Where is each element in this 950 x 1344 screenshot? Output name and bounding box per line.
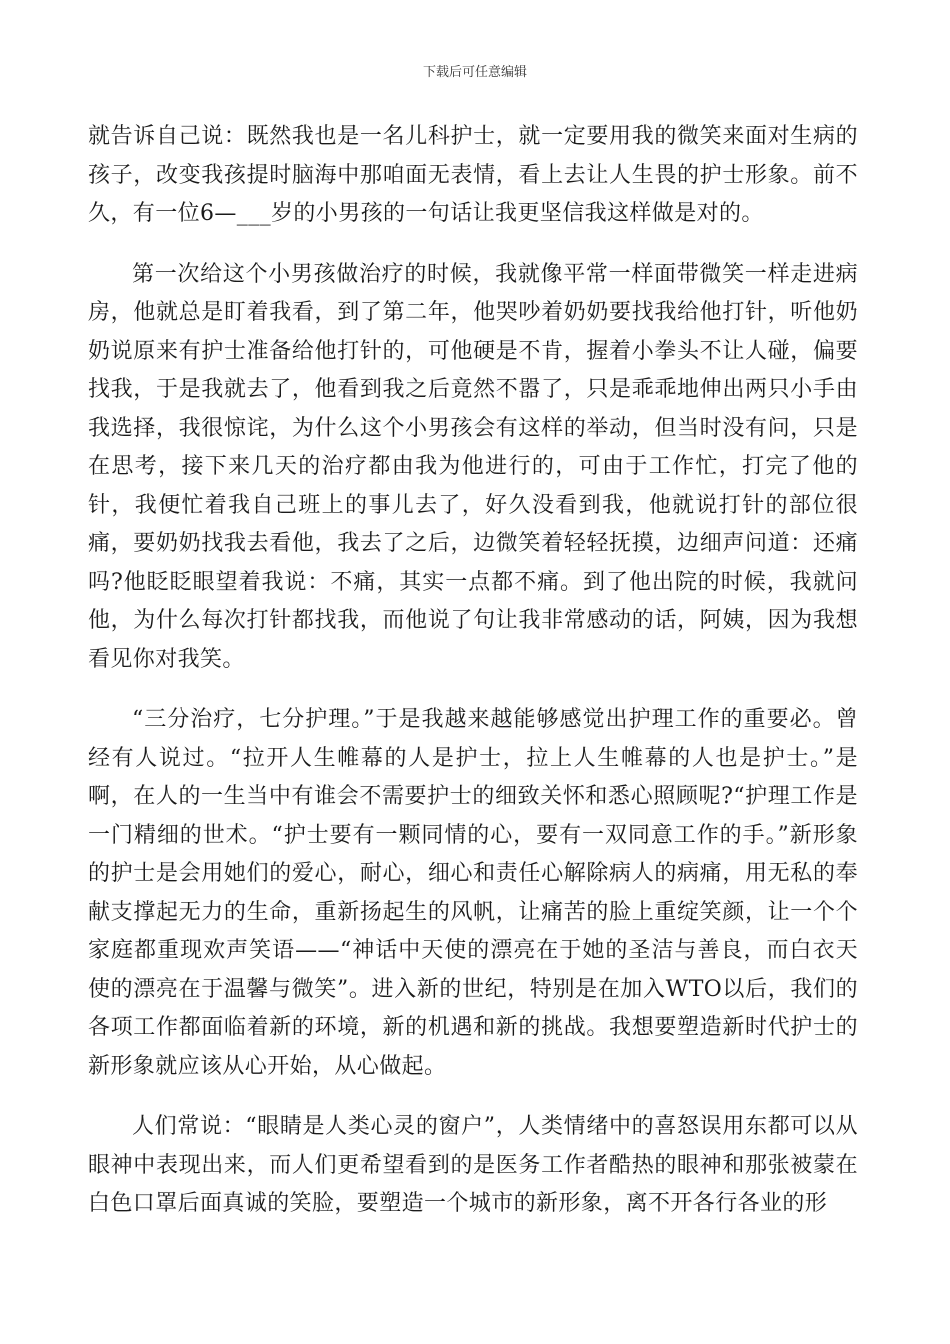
paragraph-4: 人们常说：“眼睛是人类心灵的窗户”，人类情绪中的喜怒误用东都可以从眼神中表现出来，而人们更希望看到的是医务工作者酷热的眼神和那张被蒙在白色口罩后面真诚的笑脸，要塑造一个城市的新形象，离不开各行各业的形 bbox=[88, 1114, 858, 1216]
paragraph-1: 就告诉自己说：既然我也是一名儿科护士，就一定要用我的微笑来面对生病的孩子，改变我孩提时脑海中那咱面无表情，看上去让人生畏的护士形象。前不久，有一位6—___岁的小男孩的一句话让我更坚信我这样做是对的。 bbox=[88, 124, 858, 226]
page-header: 下载后可任意编辑 bbox=[422, 65, 527, 80]
paragraph-2: 第一次给这个小男孩做治疗的时候，我就像平常一样面带微笑一样走进病房，他就总是盯着我看，到了第二年，他哭吵着奶奶要找我给他打针，听他奶奶说原来有护士准备给他打针的，可他硬是不肯，握着小拳头不让人碰，偏要找我，于是我就去了，他看到我之后竟然不嚣了，只是乖乖地伸出两只小手由我选择，我很惊诧，为什么这个小男孩会有这样的举动，但当时没有问，只是在思考，接下来几天的治疗都由我为他进行的，可由于工作忙，打完了他的针，我便忙着我自己班上的事儿去了，好久没看到我，他就说打针的部位很痛，要奶奶找我去看他，我去了之后，边微笑着轻轻抚摸，边细声问道：还痛吗?他眨眨眼望着我说：不痛，其实一点都不痛。到了他出院的时候，我就问他，为什么每次打针都找我，而他说了句让我非常感动的话，阿姨，因为我想看见你对我笑。 bbox=[88, 261, 858, 672]
document-body bbox=[88, 118, 858, 1246]
paragraph-3: “三分治疗，七分护理。”于是我越来越能够感觉出护理工作的重要必。曾经有人说过。“拉开人生帷幕的人是护士，拉上人生帷幕的人也是护士。”是啊，在人的一生当中有谁会不需要护士的细致关怀和悉心照顾呢?“护理工作是一门精细的世术。“护士要有一颗同情的心，要有一双同意工作的手。”新形象的护士是会用她们的爱心，耐心，细心和责任心解除病人的病痛，用无私的奉献支撑起无力的生命，重新扬起生的风帆，让痛苦的脸上重绽笑颜，让一个个家庭都重现欢声笑语——“神话中天使的漂亮在于她的圣洁与善良，而白衣天使的漂亮在于温馨与微笑”。进入新的世纪，特别是在加入WTO以后，我们的各项工作都面临着新的环境，新的机遇和新的挑战。我想要塑造新时代护士的新形象就应该从心开始，从心做起。 bbox=[88, 707, 858, 1079]
